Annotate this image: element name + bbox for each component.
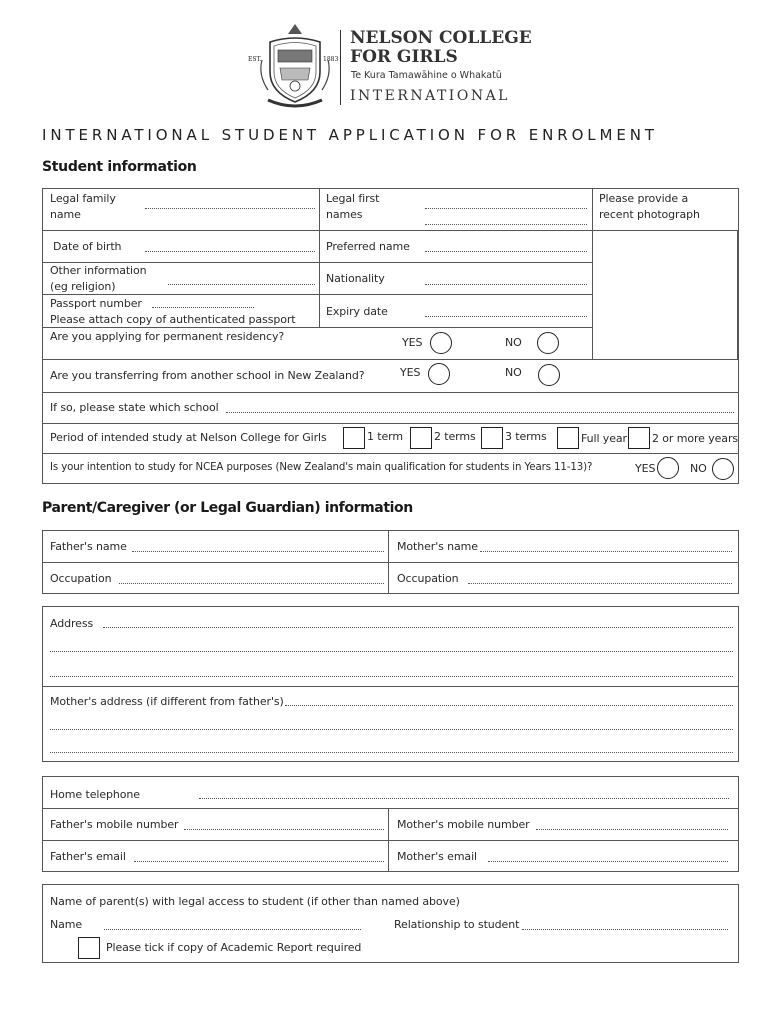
address-field-2[interactable] (50, 651, 733, 652)
legal-access-name-label: Name (50, 918, 83, 931)
period-1-term-checkbox[interactable] (343, 427, 365, 449)
fathers-email-field[interactable] (134, 861, 384, 862)
date-of-birth-label: Date of birth (53, 240, 122, 253)
period-2-or-more-years-label: 2 or more years (652, 432, 738, 445)
other-info-label: Other information (50, 264, 147, 277)
period-full-year-label: Full year (581, 432, 627, 445)
period-full-year-checkbox[interactable] (557, 427, 579, 449)
student-section-heading: Student information (42, 159, 197, 175)
date-of-birth-field[interactable] (145, 251, 315, 252)
home-telephone-label: Home telephone (50, 788, 140, 801)
fathers-mobile-label: Father's mobile number (50, 818, 179, 831)
permanent-residency-yes-label: YES (402, 336, 423, 349)
logo-divider (340, 30, 341, 105)
est-year: 1883 (323, 56, 339, 63)
academic-report-label: Please tick if copy of Academic Report required (106, 941, 362, 954)
previous-school-field[interactable] (226, 412, 734, 413)
passport-number-label: Passport number (50, 297, 142, 310)
mothers-mobile-label: Mother's mobile number (397, 818, 530, 831)
address-field-1[interactable] (103, 627, 733, 628)
form-title: INTERNATIONAL STUDENT APPLICATION FOR ENROLMENT (42, 126, 658, 144)
period-label: Period of intended study at Nelson College for Girls (50, 431, 327, 444)
fathers-name-field[interactable] (132, 551, 384, 552)
period-3-terms-checkbox[interactable] (481, 427, 503, 449)
period-1-term-label: 1 term (367, 430, 404, 443)
photo-label-2: recent photograph (599, 208, 700, 221)
photo-label: Please provide a (599, 192, 689, 205)
mothers-address-field-3[interactable] (50, 752, 733, 753)
period-2-terms-label: 2 terms (434, 430, 476, 443)
address-field-3[interactable] (50, 676, 733, 677)
fathers-name-label: Father's name (50, 540, 127, 553)
transferring-yes-radio[interactable] (428, 363, 450, 385)
other-info-field[interactable] (168, 284, 315, 285)
preferred-name-label: Preferred name (326, 240, 410, 253)
expiry-date-field[interactable] (425, 316, 587, 317)
parent-section-heading: Parent/Caregiver (or Legal Guardian) information (42, 500, 413, 516)
ncea-yes-label: YES (635, 462, 656, 475)
legal-access-heading: Name of parent(s) with legal access to student (if other than named above) (50, 895, 460, 908)
mothers-address-field-2[interactable] (50, 729, 733, 730)
home-telephone-field[interactable] (199, 798, 729, 799)
crest-icon (250, 20, 340, 110)
academic-report-checkbox[interactable] (78, 937, 100, 959)
school-name-line2: FOR GIRLS (350, 47, 458, 67)
ncea-no-label: NO (690, 462, 707, 475)
period-2-terms-checkbox[interactable] (410, 427, 432, 449)
legal-first-names-label-2: names (326, 208, 363, 221)
address-table (42, 606, 739, 762)
relationship-label: Relationship to student (394, 918, 520, 931)
mothers-email-label: Mother's email (397, 850, 477, 863)
relationship-field[interactable] (522, 929, 728, 930)
nationality-label: Nationality (326, 272, 385, 285)
passport-note: Please attach copy of authenticated passport (50, 313, 296, 326)
ncea-yes-radio[interactable] (657, 457, 679, 479)
transferring-yes-label: YES (400, 366, 421, 379)
mothers-occupation-label: Occupation (397, 572, 459, 585)
mothers-mobile-field[interactable] (536, 829, 728, 830)
preferred-name-field[interactable] (425, 251, 587, 252)
permanent-residency-no-label: NO (505, 336, 522, 349)
period-3-terms-label: 3 terms (505, 430, 547, 443)
period-2-or-more-years-checkbox[interactable] (628, 427, 650, 449)
legal-access-name-field[interactable] (104, 929, 361, 930)
ncea-question: Is your intention to study for NCEA purposes (New Zealand's main qualification for students in Years 11-13)? (50, 462, 593, 473)
mothers-occupation-field[interactable] (468, 583, 732, 584)
address-label: Address (50, 617, 94, 630)
maori-name: Te Kura Tamawāhine o Whakatū (351, 70, 502, 81)
legal-first-names-field-2[interactable] (425, 224, 587, 225)
fathers-email-label: Father's email (50, 850, 126, 863)
fathers-occupation-label: Occupation (50, 572, 112, 585)
mothers-email-field[interactable] (488, 861, 728, 862)
fathers-mobile-field[interactable] (184, 829, 384, 830)
legal-first-names-field[interactable] (425, 208, 587, 209)
school-name-line1: NELSON COLLEGE (350, 28, 532, 48)
passport-number-field[interactable] (152, 307, 254, 308)
previous-school-label: If so, please state which school (50, 401, 219, 414)
legal-family-name-label: Legal family (50, 192, 116, 205)
est-label: EST. (248, 56, 262, 63)
photo-area[interactable] (593, 231, 737, 359)
transferring-question: Are you transferring from another school in New Zealand? (50, 369, 365, 382)
nationality-field[interactable] (425, 284, 587, 285)
mothers-address-field-1[interactable] (285, 705, 733, 706)
transferring-no-radio[interactable] (538, 364, 560, 386)
mothers-name-label: Mother's name (397, 540, 478, 553)
mothers-address-label: Mother's address (if different from father's) (50, 695, 284, 708)
transferring-no-label: NO (505, 366, 522, 379)
other-info-label-2: (eg religion) (50, 280, 116, 293)
fathers-occupation-field[interactable] (119, 583, 384, 584)
permanent-residency-yes-radio[interactable] (430, 332, 452, 354)
expiry-date-label: Expiry date (326, 305, 388, 318)
international-label: INTERNATIONAL (350, 88, 510, 104)
legal-first-names-label: Legal first (326, 192, 380, 205)
school-crest (250, 20, 340, 110)
legal-family-name-label-2: name (50, 208, 81, 221)
ncea-no-radio[interactable] (712, 458, 734, 480)
mothers-name-field[interactable] (480, 551, 732, 552)
permanent-residency-no-radio[interactable] (537, 332, 559, 354)
permanent-residency-question: Are you applying for permanent residency? (50, 330, 285, 343)
legal-family-name-field[interactable] (145, 208, 315, 209)
